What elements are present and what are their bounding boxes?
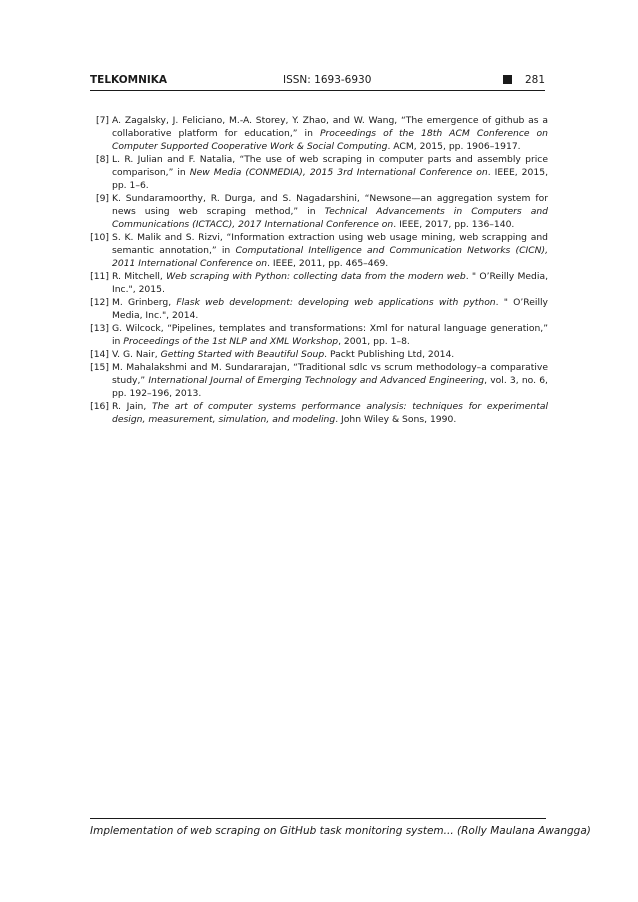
reference-text <box>112 271 548 295</box>
reference-segment: . IEEE, 2015, pp. 1–6. <box>112 167 548 191</box>
reference-number: [13] <box>90 323 109 334</box>
reference-number: [8] <box>95 154 109 165</box>
reference-item <box>90 270 548 296</box>
reference-segment: R. Mitchell, <box>112 271 167 282</box>
reference-item <box>90 322 548 348</box>
reference-number: [9] <box>95 193 109 204</box>
reference-item <box>90 400 548 426</box>
reference-venue: Computational Intelligence and Communication Networks (CICN), 2011 International Conference on <box>112 245 549 269</box>
reference-item <box>90 361 548 400</box>
reference-venue: Technical Advancements in Computers and Communications (ICTACC), 2017 International Conference on <box>112 206 548 230</box>
reference-item <box>90 114 548 153</box>
reference-segment: , vol. 3, no. 6, pp. 192–196, 2013. <box>112 375 548 399</box>
reference-number: [16] <box>90 401 109 412</box>
reference-text <box>112 232 548 269</box>
reference-text <box>112 349 454 360</box>
reference-item <box>90 153 548 192</box>
reference-segment: . Packt Publishing Ltd, 2014. <box>324 349 455 360</box>
footer-divider <box>90 818 546 819</box>
reference-segment: L. R. Julian and F. Natalia, “The use of web scraping in computer parts and assembly price comparison,” in <box>112 154 548 178</box>
reference-segment: . ACM, 2015, pp. 1906–1917. <box>387 141 521 152</box>
journal-name: TELKOMNIKA <box>90 74 168 86</box>
reference-venue: New Media (CONMEDIA), 2015 3rd International Conference on <box>189 167 488 178</box>
reference-segment: A. Zagalsky, J. Feliciano, M.-A. Storey, Y. Zhao, and W. Wang, “The emergence of github as a collaborative platform for education,” in <box>112 115 548 139</box>
reference-list <box>90 114 548 426</box>
reference-item <box>90 192 548 231</box>
reference-segment: . " O’Reilly Media, Inc.", 2015. <box>112 271 548 295</box>
reference-text <box>112 323 548 347</box>
reference-segment: . John Wiley & Sons, 1990. <box>335 414 457 425</box>
reference-item <box>90 348 548 361</box>
reference-segment: S. K. Malik and S. Rizvi, “Information extraction using web usage mining, web scrapping and semantic annotation,” in <box>112 232 548 256</box>
reference-text <box>112 193 548 230</box>
reference-number: [10] <box>90 232 109 243</box>
reference-venue: Getting Started with Beautiful Soup <box>160 349 325 360</box>
square-bullet-icon <box>503 75 512 84</box>
reference-text <box>112 115 548 152</box>
reference-number: [12] <box>90 297 109 308</box>
reference-text <box>112 362 548 399</box>
reference-text <box>112 154 548 191</box>
reference-venue: Proceedings of the 18th ACM Conference on Computer Supported Cooperative Work & Social Computing <box>112 128 549 152</box>
reference-number: [11] <box>90 271 109 282</box>
page-header <box>90 73 545 87</box>
reference-item <box>90 231 548 270</box>
reference-venue: Proceedings of the 1st NLP and XML Workshop <box>123 336 339 347</box>
reference-segment: , 2001, pp. 1–8. <box>338 336 410 347</box>
running-footer: Implementation of web scraping on GitHub task monitoring system... (Rolly Maulana Awangga) <box>90 825 591 837</box>
reference-text <box>112 401 548 425</box>
reference-venue: The art of computer systems performance analysis: techniques for experimental design, measurement, simulation, and modeling <box>112 401 548 425</box>
reference-venue: International Journal of Emerging Technology and Advanced Engineering <box>148 375 485 386</box>
reference-segment: . IEEE, 2017, pp. 136–140. <box>393 219 515 230</box>
reference-segment: K. Sundaramoorthy, R. Durga, and S. Nagadarshini, “Newsone—an aggregation system for news using web scraping method,” in <box>112 193 548 217</box>
reference-text <box>112 297 548 321</box>
reference-segment: . " O’Reilly Media, Inc.", 2014. <box>112 297 548 321</box>
reference-segment: R. Jain, <box>112 401 152 412</box>
reference-venue: Web scraping with Python: collecting data from the modern web <box>166 271 466 282</box>
reference-number: [7] <box>95 115 109 126</box>
header-divider <box>90 90 545 91</box>
reference-segment: M. Mahalakshmi and M. Sundararajan, “Traditional sdlc vs scrum methodology–a comparative study,” <box>112 362 548 386</box>
reference-segment: . IEEE, 2011, pp. 465–469. <box>267 258 389 269</box>
reference-number: [14] <box>90 349 109 360</box>
reference-item <box>90 296 548 322</box>
reference-segment: M. Grinberg, <box>112 297 177 308</box>
reference-segment: V. G. Nair, <box>112 349 161 360</box>
issn-label: ISSN: 1693-6930 <box>283 74 372 86</box>
reference-venue: Flask web development: developing web applications with python <box>176 297 496 308</box>
reference-number: [15] <box>90 362 109 373</box>
reference-segment: G. Wilcock, “Pipelines, templates and transformations: Xml for natural language generation,” in <box>112 323 548 347</box>
page-number: 281 <box>524 74 545 86</box>
